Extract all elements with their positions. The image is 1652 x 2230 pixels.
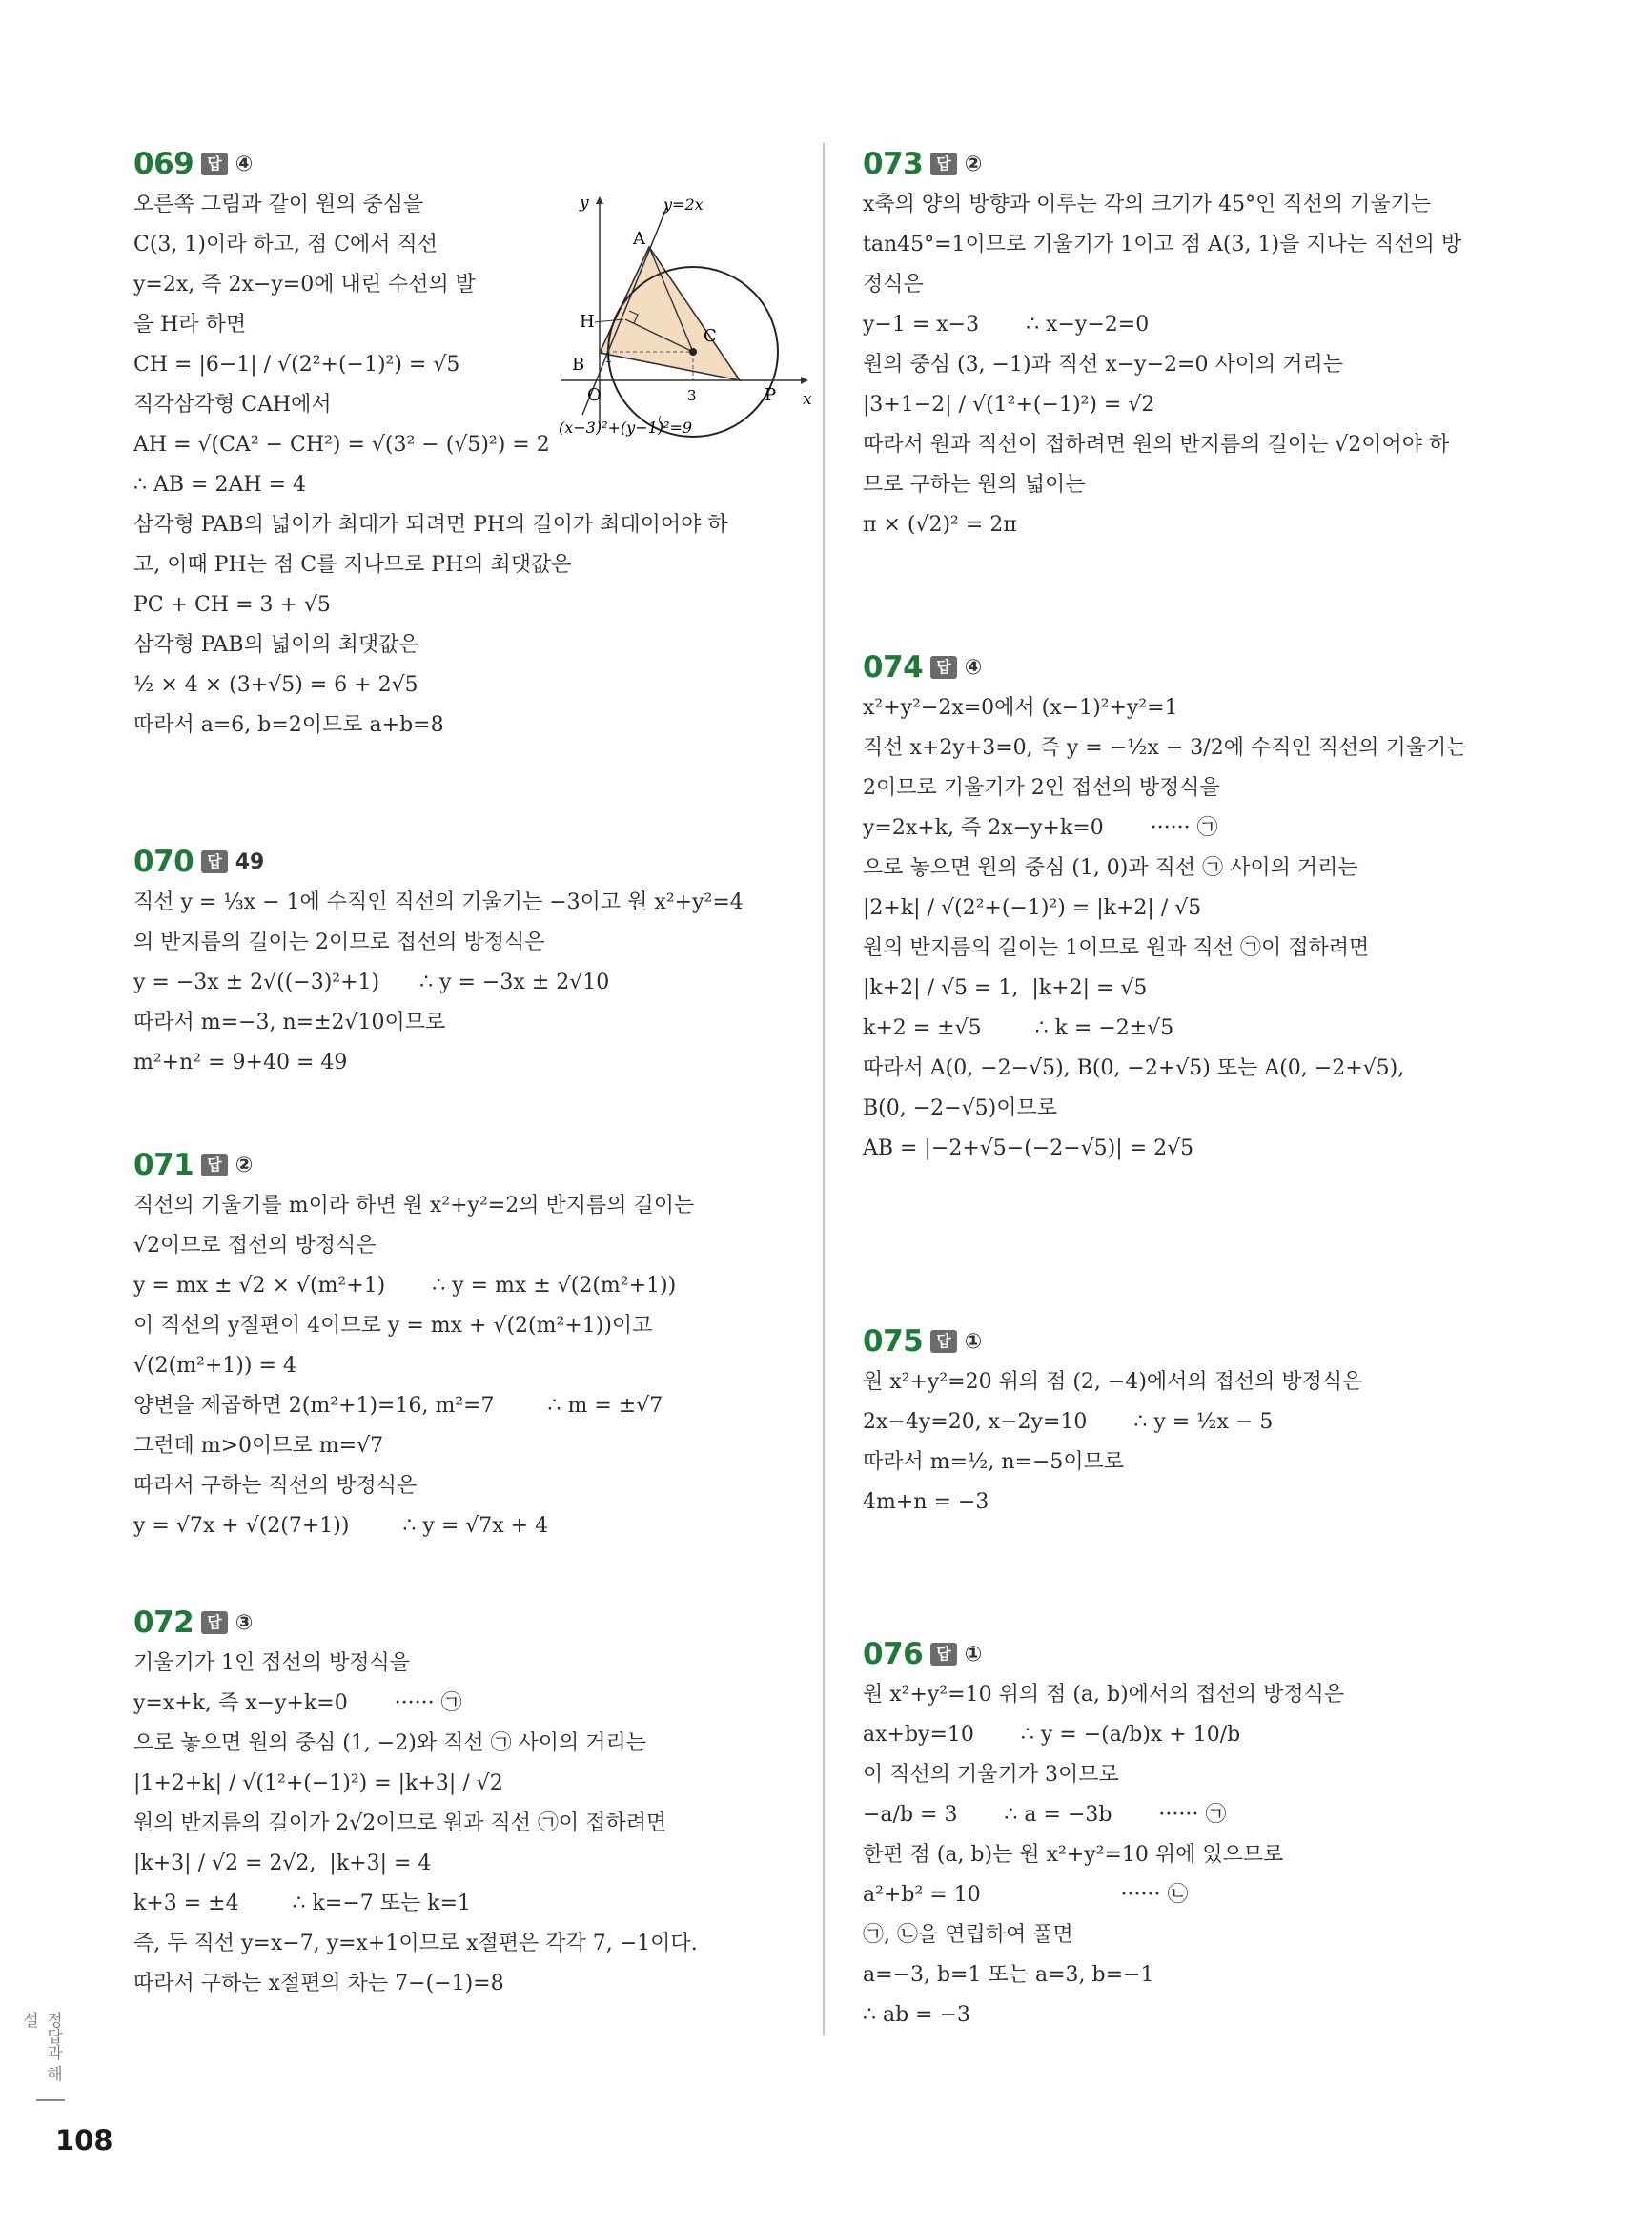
solution-line: 2이므로 기울기가 2인 접선의 방정식을 [863,776,1220,800]
answer-value: 49 [235,849,265,874]
x-axis-arrow [801,377,808,384]
triangle-pab [600,247,740,380]
solution-line: 원의 중심 (3, −1)과 직선 x−y−2=0 사이의 거리는 [863,353,1343,377]
answer-value: ④ [235,152,254,176]
solution-line: √2이므로 접선의 방정식은 [133,1234,377,1258]
solution-line: ax+by=10 ∴ y = −(a/b)x + 10/b [863,1723,1241,1747]
problem-header [863,1320,1530,1362]
problem-header [133,1602,801,1644]
solution-line: 원의 반지름의 길이는 1이므로 원과 직선 ㉠이 접하려면 [863,936,1370,960]
problem-header [863,143,1530,185]
solution-line: 그런데 m>0이므로 m=√7 [133,1434,384,1458]
solution-line: k+2 = ±√5 ∴ k = −2±√5 [863,1016,1174,1040]
solution-line: CH = |6−1| / √(2²+(−1)²) = √5 [133,353,460,377]
problem-069 [133,143,812,746]
solution-line: |1+2+k| / √(1²+(−1)²) = |k+3| / √2 [133,1771,503,1795]
solution-line: 원 x²+y²=10 위의 점 (a, b)에서의 접선의 방정식은 [863,1683,1345,1707]
solution-line: 따라서 구하는 x절편의 차는 7−(−1)=8 [133,1972,504,1995]
solution-line: 으로 놓으면 원의 중심 (1, 0)과 직선 ㉠ 사이의 거리는 [863,856,1358,880]
answer-badge: 답 [201,850,227,873]
solution-line: 원 x²+y²=20 위의 점 (2, −4)에서의 접선의 방정식은 [863,1370,1363,1394]
solution-line: 직선 y = ⅓x − 1에 수직인 직선의 기울기는 −3이고 원 x²+y²=4 [133,890,744,914]
solution-line: |3+1−2| / √(1²+(−1)²) = √2 [863,393,1155,417]
solution-line: 으로 놓으면 원의 중심 (1, −2)와 직선 ㉠ 사이의 거리는 [133,1731,647,1755]
solution-line: C(3, 1)이라 하고, 점 C에서 직선 [133,233,438,256]
solution-line: 따라서 A(0, −2−√5), B(0, −2+√5) 또는 A(0, −2+√5), [863,1056,1405,1080]
solution-line: |k+2| / √5 = 1, |k+2| = √5 [863,976,1148,1000]
problem-073 [863,143,1530,545]
solution-line: 삼각형 PAB의 넓이가 최대가 되려면 PH의 길이가 최대이어야 하 [133,513,728,537]
answer-value: ① [964,1329,983,1354]
label-y: y [580,194,589,213]
solution-line: a²+b² = 10 ······ ㉡ [863,1883,1189,1907]
y-axis-arrow [596,196,603,204]
label-three: 3 [687,387,697,404]
answer-badge: 답 [201,153,227,175]
solution-line: 의 반지름의 길이는 2이므로 접선의 방정식은 [133,931,545,954]
label-c: C [704,326,717,346]
label-o: O [587,385,602,405]
problem-number: 072 [133,1606,194,1640]
page-number: 108 [55,2124,113,2157]
solution-line: y = √7x + √(2(7+1)) ∴ y = √7x + 4 [133,1514,549,1538]
solution-line: k+3 = ±4 ∴ k=−7 또는 k=1 [133,1892,471,1915]
problem-header [863,1633,1530,1675]
solution-line: B(0, −2−√5)이므로 [863,1096,1057,1120]
solution-line: y = −3x ± 2√((−3)²+1) ∴ y = −3x ± 2√10 [133,971,610,994]
solution-line: |2+k| / √(2²+(−1)²) = |k+2| / √5 [863,896,1202,920]
answer-badge: 답 [930,1330,956,1353]
solution-line: −a/b = 3 ∴ a = −3b ······ ㉠ [863,1803,1227,1827]
solution-line: ∴ ab = −3 [863,2003,971,2027]
solution-line: 기울기가 1인 접선의 방정식을 [133,1651,411,1675]
problem-071 [133,1144,801,1546]
answer-badge: 답 [930,656,956,679]
solution-line: 4m+n = −3 [863,1490,989,1514]
solution-line: √(2(m²+1)) = 4 [133,1354,296,1378]
answer-value: ① [964,1642,983,1667]
solution-line: 이 직선의 기울기가 3이므로 [863,1763,1119,1787]
problem-072 [133,1602,801,2004]
answer-badge: 답 [930,1643,956,1666]
solution-line: 정식은 [863,273,924,297]
column-divider [823,143,825,2036]
solution-line: 따라서 구하는 직선의 방정식은 [133,1474,418,1498]
solution-line: 므로 구하는 원의 넓이는 [863,473,1086,497]
problem-number: 073 [863,147,924,181]
solution-line: 직선 x+2y+3=0, 즉 y = −½x − 3/2에 수직인 직선의 기울기는 [863,736,1467,760]
problem-070 [133,841,801,1083]
solution-line: m²+n² = 9+40 = 49 [133,1051,348,1074]
solution-line: 직선의 기울기를 m이라 하면 원 x²+y²=2의 반지름의 길이는 [133,1194,695,1217]
solution-line: AH = √(CA² − CH²) = √(3² − (√5)²) = 2 [133,433,550,457]
problem-075 [863,1320,1530,1523]
solution-line: 고, 이때 PH는 점 C를 지나므로 PH의 최댓값은 [133,553,572,577]
label-x: x [803,390,812,409]
solution-line: π × (√2)² = 2π [863,513,1017,537]
solution-line: y=2x+k, 즉 2x−y+k=0 ······ ㉠ [863,816,1218,840]
answer-badge: 답 [201,1611,227,1634]
problem-076 [863,1633,1530,2036]
solution-line: a=−3, b=1 또는 a=3, b=−1 [863,1963,1154,1987]
solution-line: ∴ AB = 2AH = 4 [133,473,306,497]
problem-number: 076 [863,1637,924,1671]
solution-line: y=2x, 즉 2x−y=0에 내린 수선의 발 [133,273,476,297]
problem-number: 071 [133,1148,194,1182]
center-point [689,348,697,356]
solution-line: PC + CH = 3 + √5 [133,593,331,617]
solution-line: 을 H라 하면 [133,313,247,337]
problem-header [133,1144,801,1186]
problem-074 [863,646,1530,1169]
problem-number: 074 [863,650,924,685]
label-line: y=2x [663,195,704,214]
problem-header [863,646,1530,688]
problem-header [133,143,801,185]
answer-value: ③ [235,1610,254,1635]
solution-line: 이 직선의 y절편이 4이므로 y = mx + √(2(m²+1))이고 [133,1314,653,1338]
label-p: P [765,385,777,405]
circle-triangle-figure [551,189,812,437]
solution-line: y = mx ± √2 × √(m²+1) ∴ y = mx ± √(2(m²+1)) [133,1274,677,1298]
solution-line: ㉠, ㉡을 연립하여 풀면 [863,1923,1073,1947]
solution-line: 따라서 원과 직선이 접하려면 원의 반지름의 길이는 √2이어야 하 [863,433,1450,457]
solution-line: x²+y²−2x=0에서 (x−1)²+y²=1 [863,696,1178,720]
solution-line: 따라서 m=−3, n=±2√10이므로 [133,1011,446,1034]
solution-line: AB = |−2+√5−(−2−√5)| = 2√5 [863,1136,1194,1160]
problem-number: 075 [863,1324,924,1359]
solution-line: x축의 양의 방향과 이루는 각의 크기가 45°인 직선의 기울기는 [863,193,1432,216]
label-h: H [580,312,595,332]
sidebar-label: 정답과 해설 [19,2012,62,2082]
answer-value: ④ [964,655,983,680]
solution-line: 양변을 제곱하면 2(m²+1)=16, m²=7 ∴ m = ±√7 [133,1394,663,1418]
answer-value: ② [964,152,983,176]
solution-line: tan45°=1이므로 기울기가 1이고 점 A(3, 1)을 지나는 직선의 방 [863,233,1462,256]
answer-badge: 답 [201,1154,227,1176]
solution-line: 삼각형 PAB의 넓이의 최댓값은 [133,633,419,657]
solution-line: 오른쪽 그림과 같이 원의 중심을 [133,193,424,216]
problem-header [133,841,801,883]
sidebar-rule [36,2099,65,2101]
problem-number: 070 [133,845,194,879]
solution-line: 원의 반지름의 길이가 2√2이므로 원과 직선 ㉠이 접하려면 [133,1811,667,1835]
answer-value: ② [235,1153,254,1177]
solution-line: ½ × 4 × (3+√5) = 6 + 2√5 [133,673,418,697]
solution-line: |k+3| / √2 = 2√2, |k+3| = 4 [133,1852,432,1875]
solution-line: 직각삼각형 CAH에서 [133,393,332,417]
label-one: 1 [604,351,613,366]
label-a: A [633,229,645,249]
solution-line: 따라서 a=6, b=2이므로 a+b=8 [133,713,444,737]
solution-line: 즉, 두 직선 y=x−7, y=x+1이므로 x절편은 각각 7, −1이다. [133,1932,698,1955]
label-circle: (x−3)²+(y−1)²=9 [559,419,693,437]
answer-badge: 답 [930,153,956,175]
solution-line: y−1 = x−3 ∴ x−y−2=0 [863,313,1150,337]
solution-line: 따라서 m=½, n=−5이므로 [863,1450,1125,1474]
solution-line: 2x−4y=20, x−2y=10 ∴ y = ½x − 5 [863,1410,1274,1434]
solution-line: 한편 점 (a, b)는 원 x²+y²=10 위에 있으므로 [863,1843,1284,1867]
problem-number: 069 [133,147,194,181]
label-b: B [572,355,585,375]
solution-line: y=x+k, 즉 x−y+k=0 ······ ㉠ [133,1691,462,1715]
